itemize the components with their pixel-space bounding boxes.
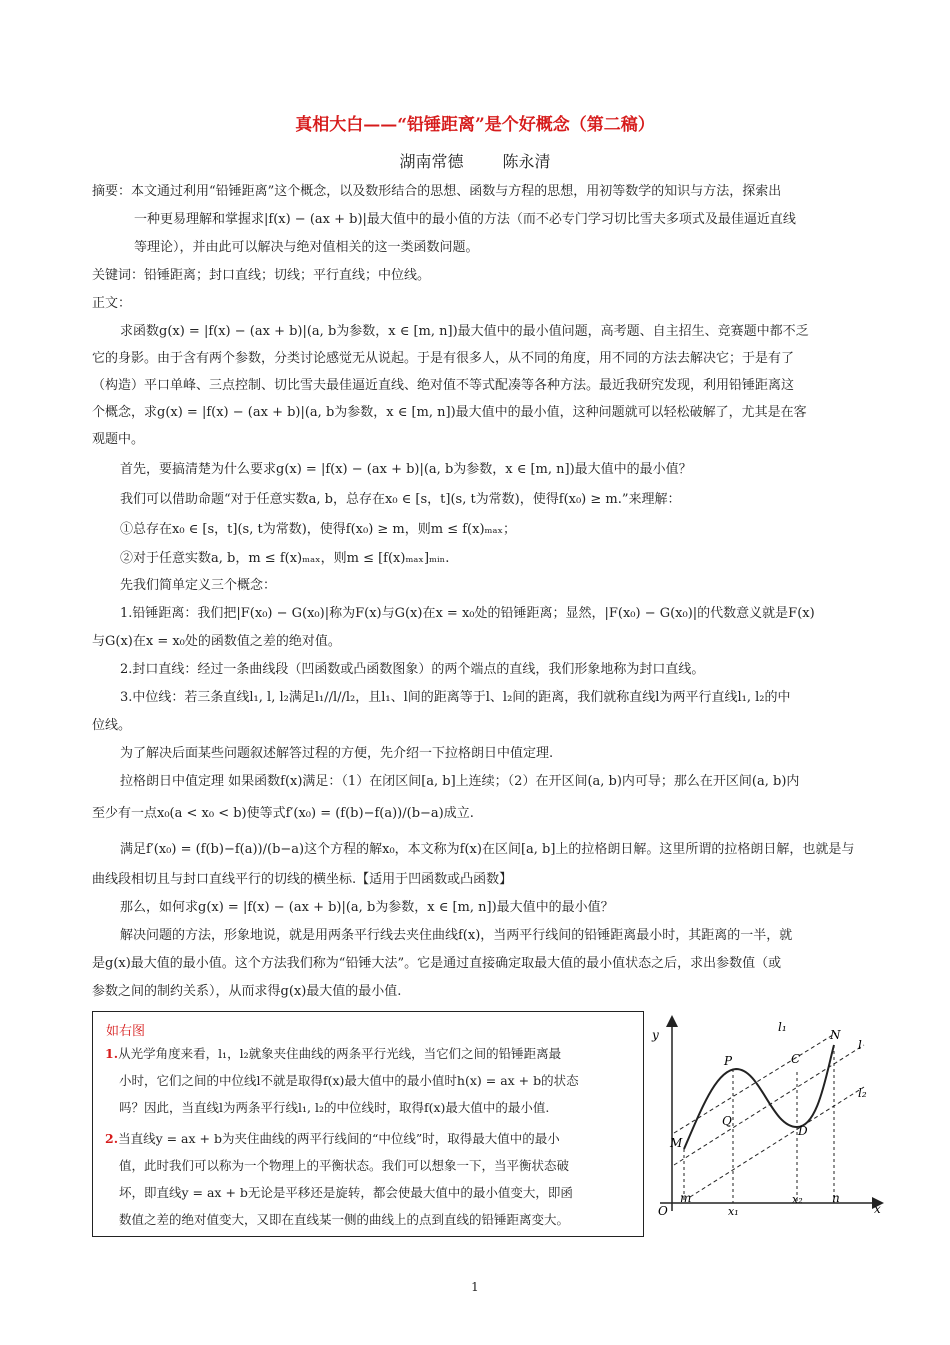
document-title: 真相大白——“铅锤距离”是个好概念（第二稿） — [295, 115, 655, 135]
paragraph-line: 观题中。 — [92, 432, 145, 447]
l-label: l — [858, 1038, 862, 1052]
note-text: 当直线y = ax + b为夹住曲线的两平行线间的“中位线”时，取得最大值中的最小 — [118, 1131, 560, 1146]
tick-m-label: m — [680, 1191, 692, 1205]
point-Q-label: Q — [722, 1114, 732, 1128]
x-axis-label: x — [874, 1202, 881, 1215]
paragraph-line: ②对于任意实数a, b，m ≤ f(x)ₘₐₓ，则m ≤ [f(x)ₘₐₓ]ₘᵢₙ. — [120, 551, 450, 566]
theorem-line: 拉格朗日中值定理 如果函数f(x)满足：（1）在闭区间[a, b]上连续；（2）在开区间(a, b)内可导；那么在开区间(a, b)内 — [120, 774, 800, 789]
note-box — [92, 1011, 644, 1237]
abstract-line-2: 一种更易理解和掌握求|f(x) − (ax + b)|最大值中的最小值的方法（而不必专门学习切比雪夫多项式及最佳逼近直线 — [134, 212, 796, 227]
paragraph-line: 先我们简单定义三个概念： — [120, 578, 277, 593]
paragraph-line: 参数之间的制约关系），从而求得g(x)最大值的最小值. — [92, 984, 402, 999]
note-text: 从光学角度来看，l₁，l₂就象夹住曲线的两条平行光线，当它们之间的铅锤距离最 — [118, 1046, 562, 1061]
tick-n-label: n — [832, 1191, 840, 1205]
definition-line: 3.中位线：若三条直线l₁, l, l₂满足l₁//l//l₂，且l₁、l间的距离等于l、l₂间的距离，我们就称直线l为两平行直线l₁, l₂的中 — [120, 690, 791, 705]
paragraph-line: ①总存在x₀ ∈ [s，t](s, t为常数)，使得f(x₀) ≥ m，则m ≤ f(x)ₘₐₓ； — [120, 522, 517, 537]
keywords-line: 关键词：铅锤距离；封口直线；切线；平行直线；中位线。 — [92, 268, 431, 283]
l2-label: l₂ — [858, 1086, 867, 1100]
tick-x1-label: x₁ — [728, 1205, 739, 1215]
note-item-2-line — [105, 1129, 560, 1149]
paragraph-line: 首先，要搞清楚为什么要求g(x) = |f(x) − (ax + b)|(a, b为参数，x ∈ [m, n])最大值中的最小值？ — [120, 462, 692, 477]
paragraph-line: 为了解决后面某些问题叙述解答过程的方便，先介绍一下拉格朗日中值定理. — [120, 746, 554, 761]
note-item-2-line: 数值之差的绝对值变大，又即在直线某一侧的曲线上的点到直线的铅锤距离变大。 — [119, 1212, 570, 1227]
point-C-label: C — [791, 1052, 801, 1066]
curve-f — [684, 1045, 834, 1149]
origin-label: O — [658, 1204, 668, 1215]
paragraph-line: 解决问题的方法，形象地说，就是用两条平行线去夹住曲线f(x)，当两平行线间的铅锤距离最小时，其距离的一半，就 — [120, 928, 793, 943]
paragraph-line: 曲线段相切且与封口直线平行的切线的横坐标.【适用于凹函数或凸函数】 — [92, 872, 513, 887]
abstract-line-1: 摘要：本文通过利用“铅锤距离”这个概念，以及数形结合的思想、函数与方程的思想，用初等数学的知识与方法，探索出 — [92, 184, 782, 199]
point-P-label: P — [724, 1054, 733, 1068]
note-item-2-line: 值，此时我们可以称为一个物理上的平衡状态。我们可以想象一下，当平衡状态破 — [119, 1158, 570, 1173]
paragraph-line: 我们可以借助命题“对于任意实数a, b，总存在x₀ ∈ [s，t](s, t为常数)，使得f(x₀) ≥ m.”来理解： — [120, 492, 681, 507]
note-item-1-line: 吗？因此，当直线l为两条平行线l₁, l₂的中位线时，取得f(x)最大值中的最小值. — [119, 1100, 550, 1115]
note-heading: 如右图 — [106, 1024, 146, 1039]
definition-line: 2.封口直线：经过一条曲线段（凹函数或凸函数图象）的两个端点的直线，我们形象地称为封口直线。 — [120, 662, 705, 677]
page-number: 1 — [471, 1280, 479, 1294]
paragraph-line: 那么，如何求g(x) = |f(x) − (ax + b)|(a, b为参数，x ∈ [m, n])最大值中的最小值？ — [120, 900, 614, 915]
point-N-label: N — [830, 1028, 841, 1042]
y-axis-label: y — [652, 1028, 659, 1042]
paragraph-line: 个概念，求g(x) = |f(x) − (ax + b)|(a, b为参数，x ∈ [m, n])最大值中的最小值，这种问题就可以轻松破解了，尤其是在客 — [92, 405, 807, 420]
definition-line: 与G(x)在x = x₀处的函数值之差的绝对值。 — [92, 634, 341, 649]
author-line — [0, 149, 950, 172]
note-item-2-line: 坏，即直线y = ax + b无论是平移还是旋转，都会使最大值中的最小值变大，即函 — [119, 1185, 573, 1200]
note-item-1-line — [105, 1044, 561, 1064]
note-item-1-line: 小时，它们之间的中位线l不就是取得f(x)最大值中的最小值时h(x) = ax + b的状态 — [119, 1073, 579, 1088]
curve-figure — [646, 1015, 886, 1215]
note-item-number: 1. — [105, 1046, 119, 1061]
author-name: 陈永清 — [502, 152, 551, 171]
point-M-label: M — [670, 1136, 683, 1150]
definition-line: 1.铅锤距离：我们把|F(x₀) − G(x₀)|称为F(x)与G(x)在x = x₀处的铅锤距离；显然，|F(x₀) − G(x₀)|的代数意义就是F(x) — [120, 606, 815, 621]
body-heading: 正文： — [92, 296, 132, 311]
tick-x2-label: x₂ — [792, 1193, 803, 1206]
point-D-label: D — [798, 1124, 808, 1138]
paragraph-line: （构造）平口单峰、三点控制、切比雪夫最佳逼近直线、绝对值不等式配凑等各种方法。最近我研究发现，利用铅锤距离这 — [92, 378, 795, 393]
line-l2 — [690, 1087, 864, 1197]
abstract-line-3: 等理论），并由此可以解决与绝对值相关的这一类函数问题。 — [134, 240, 479, 255]
theorem-line: 至少有一点x₀(a < x₀ < b)使等式f′(x₀) = (f(b)−f(a))/(b−a)成立. — [92, 806, 474, 821]
l1-label: l₁ — [778, 1020, 787, 1034]
paragraph-line: 满足f′(x₀) = (f(b)−f(a))/(b−a)这个方程的解x₀，本文称为f(x)在区间[a, b]上的拉格朗日解。这里所谓的拉格朗日解，也就是与 — [120, 842, 855, 857]
paragraph-line: 它的身影。由于含有两个参数，分类讨论感觉无从说起。于是有很多人，从不同的角度，用不同的方法去解决它；于是有了 — [92, 351, 795, 366]
paragraph-line: 求函数g(x) = |f(x) − (ax + b)|(a, b为参数，x ∈ [m, n])最大值中的最小值问题，高考题、自主招生、竞赛题中都不乏 — [120, 324, 809, 339]
definition-line: 位线。 — [92, 718, 132, 733]
note-item-number: 2. — [105, 1131, 119, 1146]
author-place: 湖南常德 — [399, 152, 464, 171]
paragraph-line: 是g(x)最大值的最小值。这个方法我们称为“铅锤大法”。它是通过直接确定取最大值的最小值状态之后，求出参数值（或 — [92, 956, 782, 971]
